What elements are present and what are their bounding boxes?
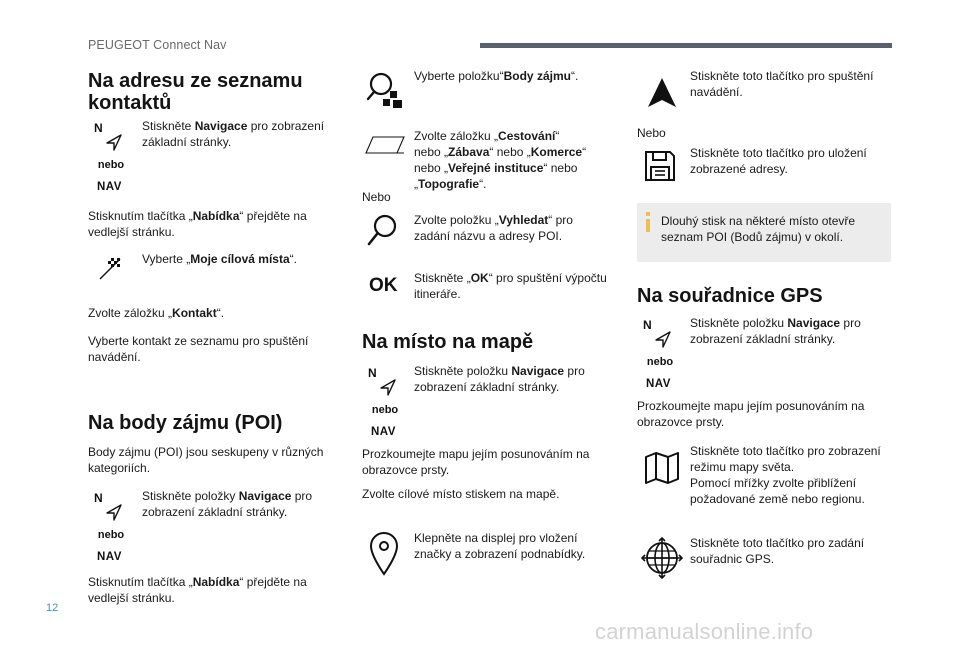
body-text: Prozkoumejte mapu jejím posunováním na obrazovce prsty. [362,447,590,477]
page-header-title: PEUGEOT Connect Nav [88,38,227,52]
step-text: Stiskněte položky Navigace pro zobrazení základní stránky. [142,489,313,519]
step-text: Vyberte „Moje cílová místa“. [142,252,297,266]
nav-button-icon: N nebo NAV [643,318,674,390]
step-text: Stiskněte toto tlačítko pro zadání souřadnic GPS. [690,536,865,566]
step-text: Stiskněte položku Navigace pro zobrazení základní stránky. [414,364,585,394]
step-text: Klepněte na displej pro vložení značky a zobrazení podnabídky. [414,531,586,561]
body-text: Prozkoumejte mapu jejím posunováním na obrazovce prsty. [637,399,865,429]
nav-button-icon: N nebo NAV [94,491,125,563]
world-map-icon [643,451,681,485]
info-text: Dlouhý stisk na některé místo otevře seznam POI (Bodů zájmu) v okolí. [661,214,856,244]
save-icon [643,149,677,183]
step-text: Vyberte kontakt ze seznamu pro spuštění navádění. [88,334,309,364]
map-pin-icon [368,530,400,576]
heading-gps: Na souřadnice GPS [637,285,823,307]
heading-contacts: Na adresu ze seznamu kontaktů [88,70,303,114]
step-text: Stiskněte toto tlačítko pro zobrazení režimu mapy světa. Pomocí mřížky zvolte přiblížení požadované země nebo regionu. [690,444,881,506]
or-label: Nebo [637,126,666,140]
checkered-flag-icon [98,256,122,280]
nav-button-icon: N nebo NAV [368,366,399,438]
gps-globe-icon [641,537,683,579]
step-text: Zvolte položku „Vyhledat“ pro zadání názvu a adresy POI. [414,213,573,243]
ok-icon: OK [369,275,398,296]
step-text: Stiskněte Navigace pro zobrazení základní stránky. [142,119,325,149]
step-text: Vyberte položku“Body zájmu“. [414,69,579,83]
info-icon [646,219,650,232]
start-navigation-icon [646,76,678,110]
header-bar [480,43,892,48]
page-number: 12 [46,602,59,614]
heading-map-place: Na místo na mapě [362,331,534,353]
or-label: Nebo [362,190,391,204]
heading-poi: Na body zájmu (POI) [88,412,283,434]
step-text: Stisknutím tlačítka „Nabídka“ přejděte na vedlejší stránku. [88,575,307,605]
watermark: carmanualsonline.info [595,619,814,644]
step-text: Zvolte záložku „Kontakt“. [88,306,225,320]
nav-button-icon: N nebo NAV [94,121,125,193]
step-text: Zvolte záložku „Cestování“ nebo „Zábava“ nebo „Komerce“ nebo „Veřejné instituce“ nebo „Topografie“. [414,129,587,191]
body-text: Body zájmu (POI) jsou seskupeny v různých kategoriích. [88,445,324,475]
step-text: Stiskněte toto tlačítko pro spuštění navádění. [690,69,874,99]
magnifier-icon [366,214,398,256]
info-icon-dot [646,212,650,216]
tab-icon [364,135,408,155]
step-text: Stiskněte toto tlačítko pro uložení zobrazené adresy. [690,146,867,176]
step-text: Stiskněte položku Navigace pro zobrazení základní stránky. [690,316,861,346]
info-box [637,203,891,262]
step-text: Stisknutím tlačítka „Nabídka“ přejděte na vedlejší stránku. [88,209,307,239]
poi-search-icon [366,71,406,111]
body-text: Zvolte cílové místo stiskem na mapě. [362,487,560,501]
step-text: Stiskněte „OK“ pro spuštění výpočtu itineráře. [414,271,607,301]
